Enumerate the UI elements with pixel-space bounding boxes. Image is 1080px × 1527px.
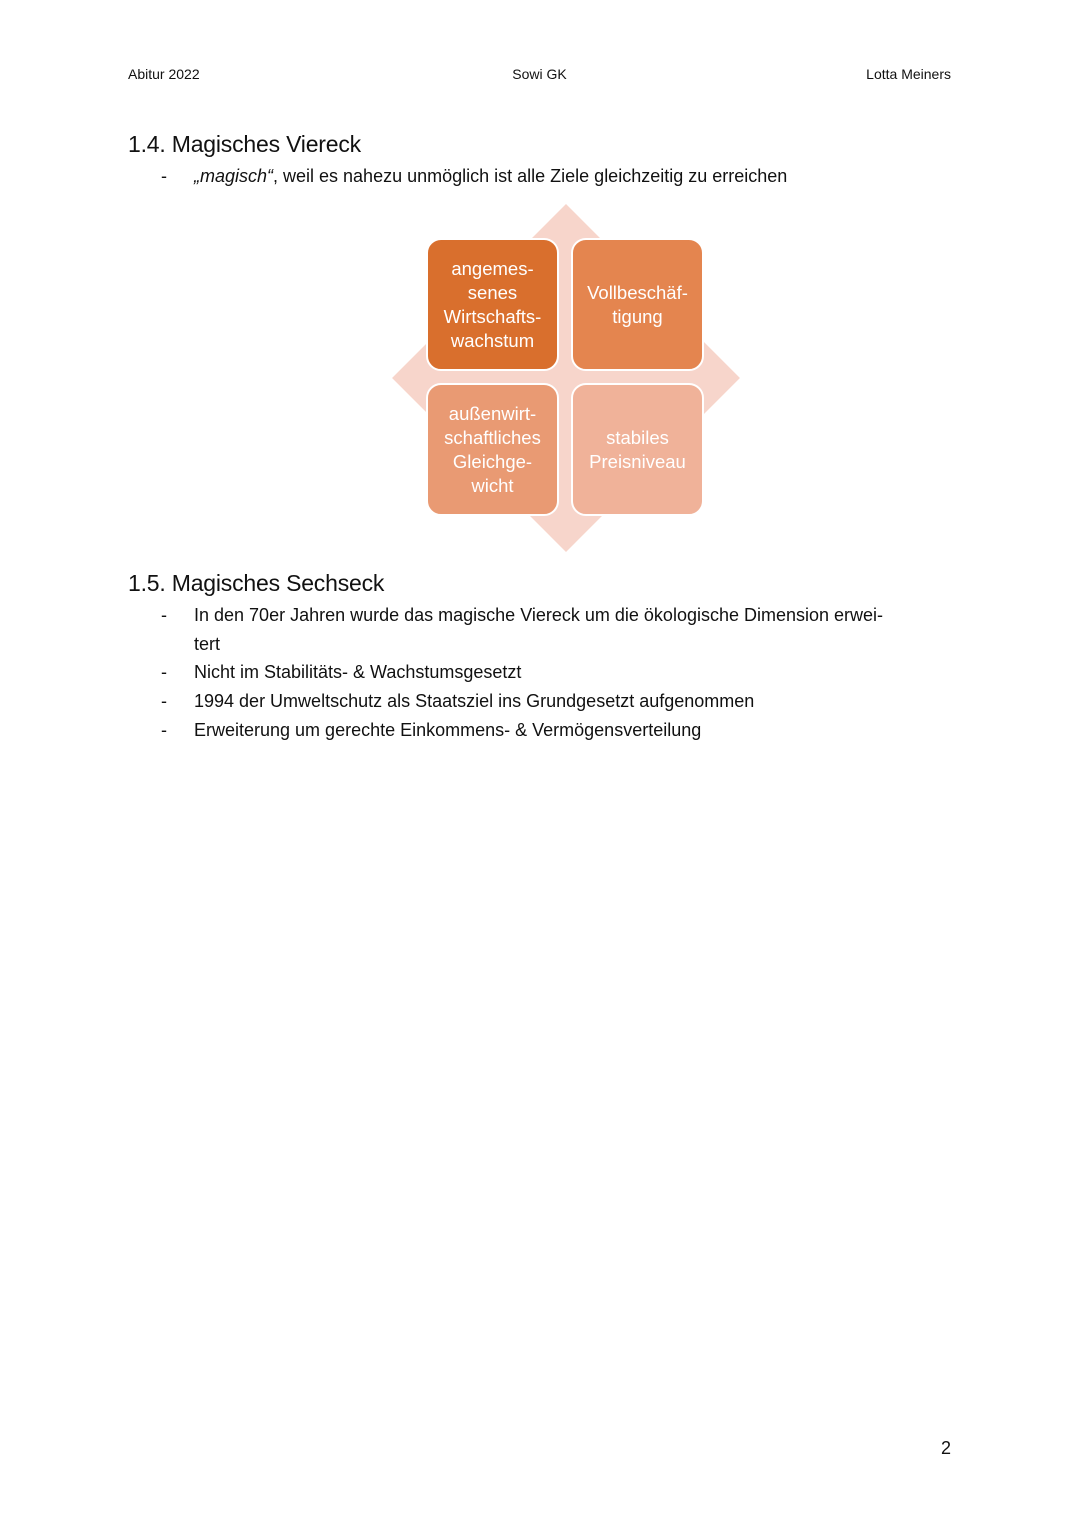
page-header — [128, 66, 951, 86]
page-number: 2 — [940, 1438, 951, 1458]
header-center: Sowi GK — [512, 66, 567, 82]
list-item: - Erweiterung um gerechte Einkommens- & Vermögensverteilung — [128, 716, 958, 745]
goal-box-aussenwirtschaftliches-gleichgewicht: außenwirt- schaftliches Gleichge- wicht — [426, 383, 559, 516]
bullet-list-sechseck — [128, 601, 958, 745]
list-item: - In den 70er Jahren wurde das magische Viereck um die ökologische Dimension erwei- tert — [128, 601, 958, 658]
goal-box-wirtschaftswachstum: angemes- senes Wirtschafts- wachstum — [426, 238, 559, 371]
bullet-text: , weil es nahezu unmöglich ist alle Ziele gleichzeitig zu erreichen — [273, 166, 788, 186]
header-left: Abitur 2022 — [128, 66, 200, 82]
header-right: Lotta Meiners — [866, 66, 951, 82]
bullet-list-viereck — [128, 162, 958, 191]
list-item — [128, 162, 958, 191]
goal-box-vollbeschaeftigung: Vollbeschäf- tigung — [571, 238, 704, 371]
emphasis-text: „magisch“ — [194, 166, 274, 186]
magic-square-diagram — [392, 204, 740, 552]
section-title-magisches-sechseck: 1.5. Magisches Sechseck — [128, 570, 385, 596]
list-item: - 1994 der Umweltschutz als Staatsziel ins Grundgesetzt aufgenommen — [128, 687, 958, 716]
section-title-magisches-viereck: 1.4. Magisches Viereck — [128, 131, 361, 157]
list-item: - Nicht im Stabilitäts- & Wachstumsgesetzt — [128, 658, 958, 687]
goal-box-stabiles-preisniveau: stabiles Preisniveau — [571, 383, 704, 516]
